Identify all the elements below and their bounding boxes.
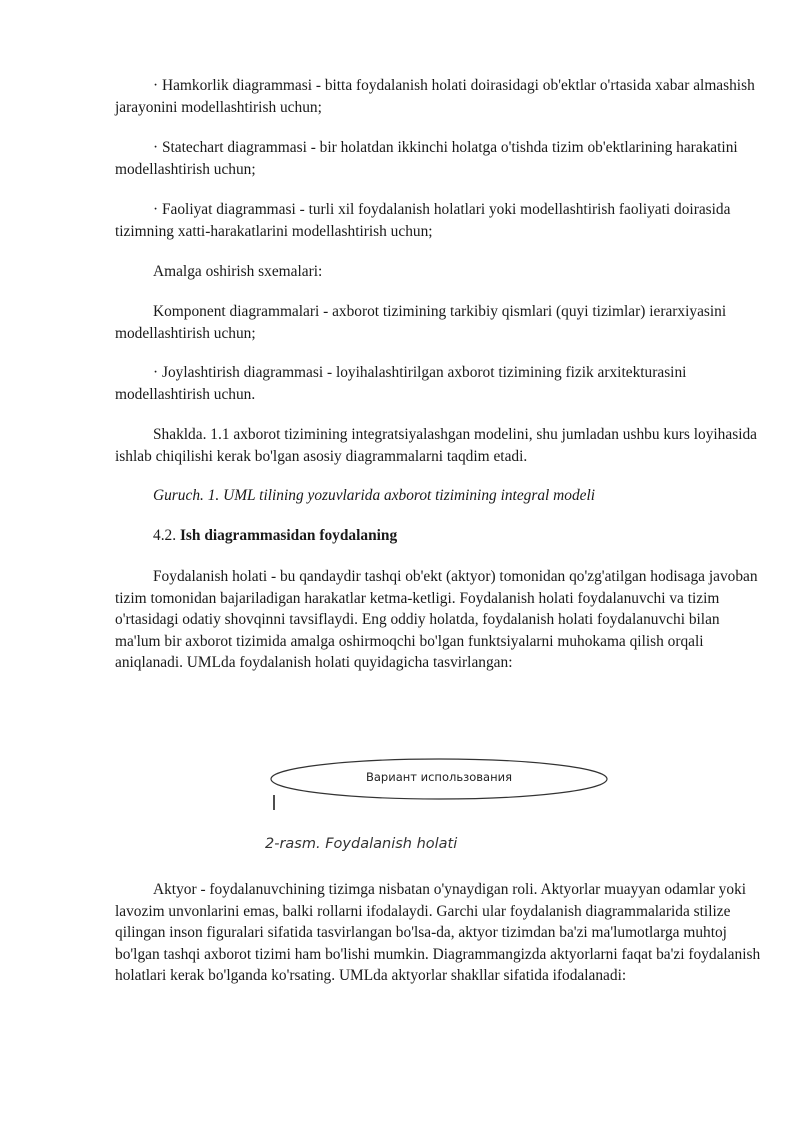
section-title: Ish diagrammasidan foydalaning	[179, 527, 398, 544]
paragraph-actor-definition: Aktyor - foydalanuvchining tizimga nisbatan o'ynaydigan roli. Aktyorlar muayyan odamlar yoki lavozim unvonlarini emas, balki rollarni ifodalaydi. Garchi ular foydalanish diagrammalarida stilize qilingan inson figuralari sifatida tasvirlangan bo'lsa-da, aktyor tizimdan ba'zi ma'lumotlarga muhtoj bo'lgan tashqi axborot tizimi ham bo'lishi mumkin. Diagrammangizda aktyorlarni faqat ba'zi foydalanish holatlari kerak bo'lganda ko'rsating. UMLda aktyorlar shakllar sifatida ifodalanadi:	[115, 881, 761, 984]
paragraph-activity-diagram: · Faoliyat diagrammasi - turli xil foydalanish holatlari yoki modellashtirish faoliyati doirasida tizimning xatti-harakatlarini modellashtirish uchun;	[115, 201, 731, 240]
paragraph-statechart-diagram: · Statechart diagrammasi - bir holatdan ikkinchi holatga o'tishda tizim ob'ektlarining harakatini modellashtirish uchun;	[115, 139, 738, 178]
use-case-ellipse-icon	[268, 757, 618, 815]
paragraph-figure-reference: Shaklda. 1.1 axborot tizimining integratsiyalashgan modelini, shu jumladan ushbu kurs loyihasida ishlab chiqilishi kerak bo'lgan asosiy diagrammalarni taqdim etadi.	[115, 426, 757, 465]
figure-1-caption: Guruch. 1. UML tilining yozuvlarida axborot tizimining integral modeli	[153, 487, 596, 504]
figure-2-caption: 2-rasm. Foydalanish holati	[265, 836, 458, 852]
paragraph-component-diagrams: Komponent diagrammalari - axborot tizimining tarkibiy qismlari (quyi tizimlar) ierarxiyasini modellashtirish uchun;	[115, 303, 727, 342]
paragraph-implementation-schemes: Amalga oshirish sxemalari:	[153, 263, 323, 280]
use-case-figure	[268, 757, 618, 815]
section-number: 4.2.	[153, 527, 180, 544]
paragraph-deployment-diagram: · Joylashtirish diagrammasi - loyihalashtirilgan axborot tizimining fizik arxitekturasini modellashtirish uchun.	[115, 364, 687, 403]
use-case-label: Вариант использования	[366, 770, 512, 784]
section-heading	[153, 525, 800, 547]
paragraph-collaboration-diagram: · Hamkorlik diagrammasi - bitta foydalanish holati doirasidagi ob'ektlar o'rtasida xabar almashish jarayonini modellashtirish uchun;	[115, 77, 755, 116]
paragraph-use-case-definition: Foydalanish holati - bu qandaydir tashqi ob'ekt (aktyor) tomonidan qo'zg'atilgan hodisaga javoban tizim tomonidan bajariladigan harakatlar ketma-ketligi. Foydalanish holati foydalanuvchi va tizim o'rtasidagi odatiy shovqinni tavsiflaydi. Eng oddiy holatda, foydalanish holati foydalanuvchi bilan ma'lum bir axborot tizimida amalga oshirmoqchi bo'lgan funktsiyalarni muhokama qilish orqali aniqlanadi. UMLda foydalanish holati quyidagicha tasvirlangan:	[115, 568, 758, 671]
